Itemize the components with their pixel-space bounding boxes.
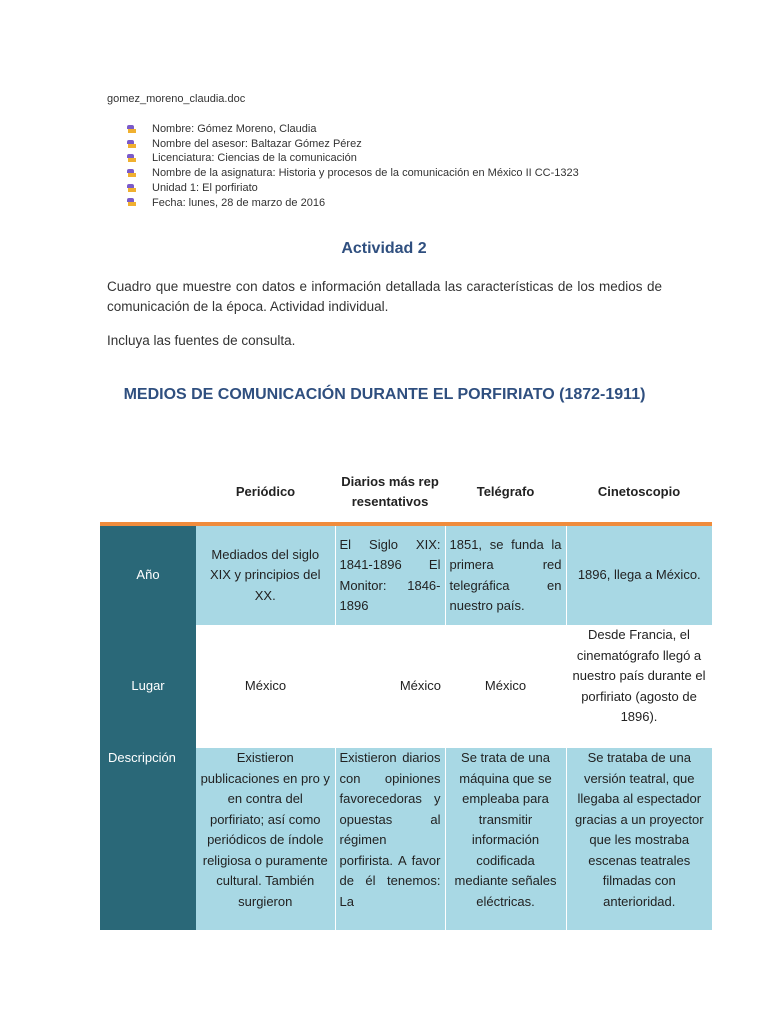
table-cell: Se trata de una máquina que se empleaba para transmitir información codificada mediante señales eléctricas. [445,748,566,930]
document-filename: gomez_moreno_claudia.doc [107,93,246,105]
bullet-icon [127,184,136,193]
info-item [127,166,579,181]
table-cell: México [335,625,445,748]
bullet-icon [127,154,136,163]
info-item-text: Nombre de la asignatura: Historia y procesos de la comunicación en México II CC-1323 [152,167,579,180]
info-list [127,122,579,210]
table-cell: El Siglo XIX: 1841-1896 El Monitor: 1846-1896 [335,524,445,625]
table-row [100,625,712,748]
table-header-row [100,462,712,524]
media-table [100,462,712,930]
table-header-cell: Telégrafo [445,462,566,524]
table-header-cell: Periódico [196,462,335,524]
info-item-text: Fecha: lunes, 28 de marzo de 2016 [152,196,326,209]
bullet-icon [127,140,136,149]
bullet-icon [127,125,136,134]
info-item-text: Unidad 1: El porfiriato [152,181,258,194]
info-item-text: Licenciatura: Ciencias de la comunicación [152,152,357,165]
sources-paragraph: Incluya las fuentes de consulta. [107,333,296,348]
table-cell: Se trataba de una versión teatral, que llegaba al espectador gracias a un proyector que les mostraba escenas teatrales filmadas con anterioridad. [566,748,712,930]
table-cell: Existieron diarios con opiniones favorecedoras y opuestas al régimen porfirista. A favor de él tenemos: La [335,748,445,930]
table-cell: 1851, se funda la primera red telegráfica en nuestro país. [445,524,566,625]
table-cell: México [445,625,566,748]
bullet-icon [127,169,136,178]
table-header-empty [100,462,196,524]
instructions-paragraph: Cuadro que muestre con datos e información detallada las características de los medios de comunicación de la época. Actividad individual. [107,279,662,314]
table-cell: México [196,625,335,748]
table-row [100,524,712,625]
row-header: Lugar [100,625,196,748]
table-header-cell: Diarios más representativos [335,462,445,524]
row-header: Año [100,524,196,625]
info-item [127,181,579,196]
bullet-icon [127,198,136,207]
table-row [100,748,712,930]
info-item [127,196,579,211]
table-cell: 1896, llega a México. [566,524,712,625]
table-header-cell: Cinetoscopio [566,462,712,524]
info-item-text: Nombre del asesor: Baltazar Gómez Pérez [152,137,362,150]
info-item [127,122,579,137]
table-cell: Existieron publicaciones en pro y en contra del porfiriato; así como periódicos de índole religiosa o puramente cultural. También surgieron [196,748,335,930]
info-item [127,137,579,152]
row-header: Descripción [100,748,196,930]
activity-title: Actividad 2 [341,240,427,257]
table-title: MEDIOS DE COMUNICACIÓN DURANTE EL PORFIRIATO (1872-1911) [123,386,646,403]
info-item-text: Nombre: Gómez Moreno, Claudia [152,123,317,135]
info-item [127,151,579,166]
table-cell: Desde Francia, el cinematógrafo llegó a nuestro país durante el porfiriato (agosto de 1896). [566,625,712,748]
table-cell: Mediados del siglo XIX y principios del XX. [196,524,335,625]
